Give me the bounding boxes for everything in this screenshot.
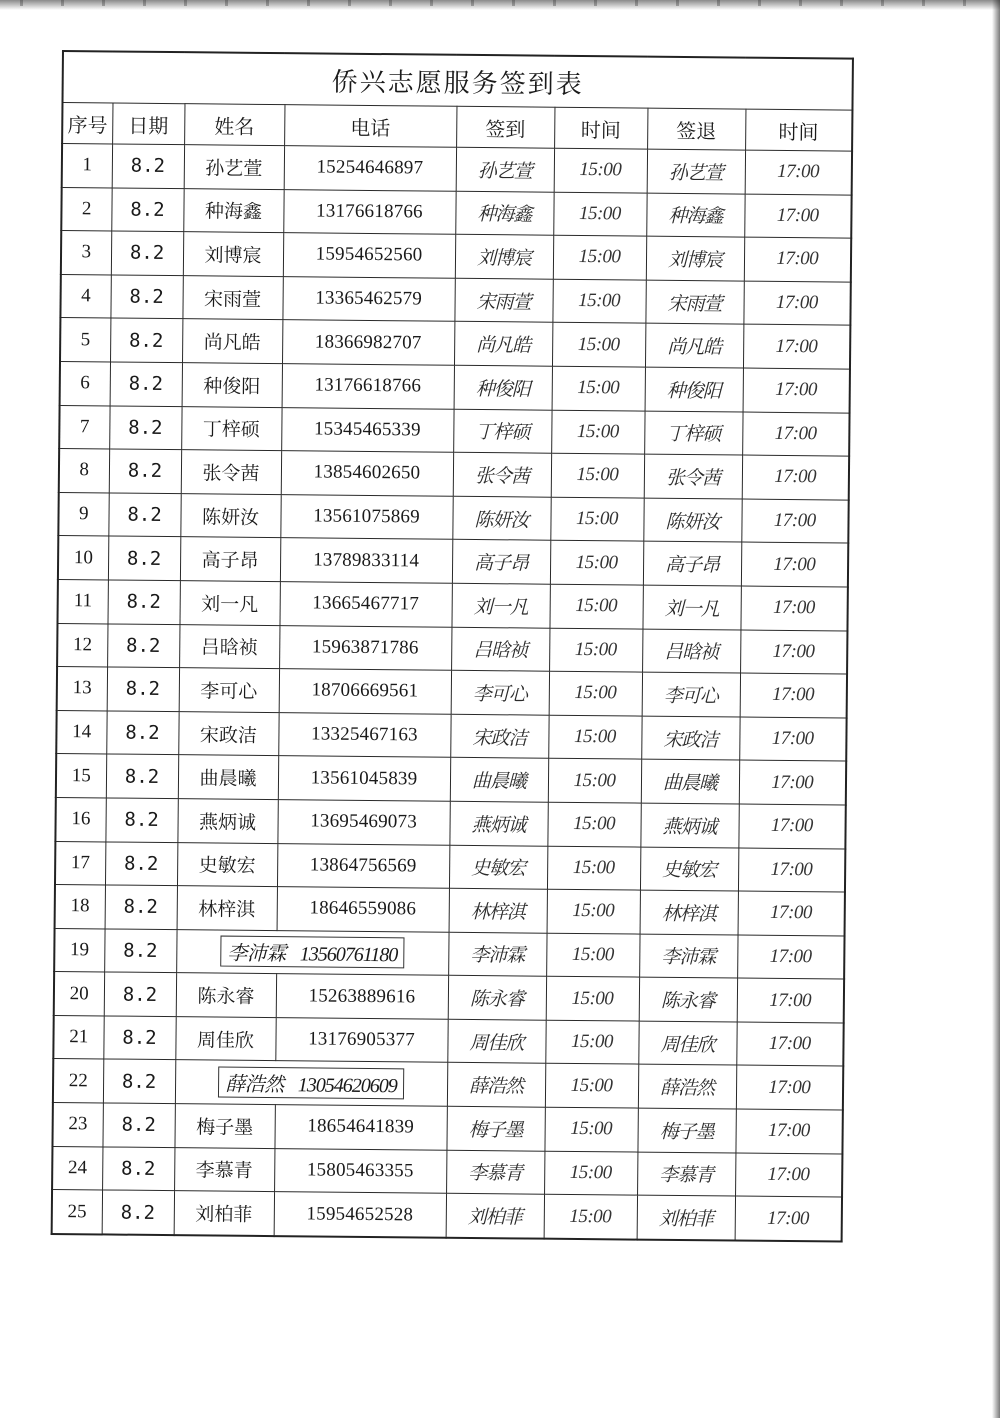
row-sign-in-signature: 种海鑫 (455, 191, 553, 236)
row-time-in: 15:00 (544, 1194, 637, 1239)
table-row (52, 1146, 842, 1197)
row-phone: 18646559086 (277, 887, 449, 932)
row-name: 燕炳诚 (177, 799, 277, 844)
row-phone: 13176618766 (282, 364, 454, 409)
row-sign-out-signature: 林梓淇 (640, 890, 738, 935)
row-phone: 15345465339 (281, 407, 453, 452)
row-name: 史敏宏 (177, 842, 277, 887)
header-time-out: 时间 (745, 109, 852, 151)
row-time-out: 17:00 (741, 499, 848, 544)
row-sign-in-signature: 李沛霖 (448, 932, 546, 977)
row-sign-out-signature: 宋政洁 (641, 716, 739, 761)
row-name: 陈妍汝 (180, 493, 280, 538)
row-number: 16 (55, 797, 105, 841)
table-row (57, 579, 847, 630)
row-number: 13 (57, 667, 107, 711)
row-time-in: 15:00 (548, 715, 641, 759)
table-row (61, 231, 851, 282)
row-date: 8.2 (107, 667, 179, 711)
row-time-out: 17:00 (742, 412, 849, 457)
row-name: 刘博宸 (183, 232, 283, 277)
row-number: 12 (57, 623, 107, 667)
row-number: 10 (58, 536, 108, 580)
row-time-out: 17:00 (736, 1065, 843, 1110)
row-date: 8.2 (111, 231, 183, 275)
row-phone: 13176618766 (283, 189, 455, 234)
row-name: 高子昂 (180, 537, 280, 582)
row-phone: 15954652528 (274, 1192, 446, 1238)
table-row (59, 449, 849, 500)
scan-specks (20, 0, 980, 6)
row-time-in: 15:00 (544, 1151, 637, 1195)
table-body (52, 144, 852, 1242)
row-sign-in-signature: 陈妍汝 (452, 496, 550, 541)
row-date: 8.2 (103, 1059, 175, 1103)
row-name: 梅子墨 (174, 1104, 274, 1149)
row-number: 4 (60, 274, 110, 318)
row-phone: 13560761180 (299, 943, 398, 967)
row-date: 8.2 (105, 885, 177, 929)
header-time-in: 时间 (554, 107, 647, 149)
row-phone: 18706669561 (279, 669, 451, 714)
row-sign-in-signature: 周佳欣 (447, 1019, 545, 1064)
row-sign-out-signature: 丁梓硕 (644, 411, 742, 456)
row-time-out: 17:00 (738, 804, 845, 849)
row-sign-in-signature: 尚凡皓 (454, 322, 552, 367)
row-date: 8.2 (106, 711, 178, 755)
row-time-out: 17:00 (738, 848, 845, 893)
row-time-out: 17:00 (744, 194, 851, 239)
row-phone: 15963871786 (279, 625, 451, 670)
row-time-out: 17:00 (744, 237, 851, 282)
row-sign-out-signature: 吕晗祯 (642, 629, 740, 674)
row-name: 李沛霖 (227, 941, 286, 966)
table-row (52, 1103, 842, 1154)
table-row (60, 361, 850, 412)
row-phone: 15954652560 (283, 233, 455, 278)
row-sign-out-signature: 史敏宏 (640, 847, 738, 892)
row-sign-in-signature: 宋雨萱 (454, 278, 552, 323)
row-time-out: 17:00 (737, 935, 844, 980)
row-date: 8.2 (112, 144, 184, 188)
row-number: 25 (52, 1190, 102, 1235)
row-sign-out-signature: 周佳欣 (638, 1021, 736, 1066)
row-time-in: 15:00 (547, 846, 640, 890)
row-name: 宋政洁 (178, 711, 278, 756)
row-sign-out-signature: 燕炳诚 (640, 803, 738, 848)
row-sign-out-signature: 刘一凡 (642, 585, 740, 630)
row-time-in: 15:00 (549, 584, 642, 628)
sign-in-sheet (51, 50, 854, 1242)
header-date: 日期 (112, 103, 184, 145)
row-time-in: 15:00 (550, 541, 643, 585)
header-name: 姓名 (184, 104, 284, 146)
row-sign-in-signature: 吕晗祯 (451, 627, 549, 672)
header-phone: 电话 (284, 105, 456, 148)
row-number: 6 (60, 361, 110, 405)
row-sign-out-signature: 刘柏菲 (637, 1195, 735, 1240)
row-time-out: 17:00 (737, 978, 844, 1023)
table-row (57, 623, 847, 674)
page-title: 侨兴志愿服务签到表 (62, 51, 852, 110)
handwritten-name-phone (175, 1060, 447, 1106)
row-sign-in-signature: 梅子墨 (446, 1106, 544, 1151)
row-time-in: 15:00 (553, 235, 646, 279)
row-phone: 13789833114 (280, 538, 452, 583)
row-date: 8.2 (104, 929, 176, 973)
row-name: 陈永睿 (176, 973, 276, 1018)
table-row (58, 536, 848, 587)
table-row (55, 841, 845, 892)
row-phone: 18366982707 (282, 320, 454, 365)
row-name: 张令茜 (181, 450, 281, 495)
row-phone: 13854602650 (281, 451, 453, 496)
row-phone: 13561045839 (278, 756, 450, 801)
row-time-out: 17:00 (735, 1153, 842, 1198)
row-date: 8.2 (107, 580, 179, 624)
row-number: 19 (54, 928, 104, 972)
row-sign-out-signature: 种俊阳 (645, 367, 743, 412)
row-date: 8.2 (109, 449, 181, 493)
row-phone: 13665467717 (279, 582, 451, 627)
row-number: 17 (55, 841, 105, 885)
row-date: 8.2 (108, 493, 180, 537)
row-sign-in-signature: 刘一凡 (451, 583, 549, 628)
row-date: 8.2 (106, 754, 178, 798)
row-name: 吕晗祯 (179, 624, 279, 669)
row-sign-in-signature: 李慕青 (446, 1150, 544, 1195)
sign-in-table (51, 50, 854, 1242)
row-number: 14 (56, 710, 106, 754)
row-phone: 13365462579 (282, 276, 454, 321)
row-time-out: 17:00 (743, 368, 850, 413)
row-date: 8.2 (104, 972, 176, 1016)
row-number: 1 (62, 144, 112, 188)
row-sign-in-signature: 宋政洁 (450, 714, 548, 759)
table-row (60, 274, 850, 325)
row-time-out: 17:00 (735, 1109, 842, 1154)
row-time-in: 15:00 (550, 497, 643, 541)
table-row (52, 1190, 842, 1242)
row-name: 宋雨萱 (182, 275, 282, 320)
row-name: 种海鑫 (183, 188, 283, 233)
row-sign-out-signature: 尚凡皓 (645, 323, 743, 368)
row-number: 20 (54, 972, 104, 1016)
table-row (54, 928, 844, 979)
row-sign-in-signature: 丁梓硕 (453, 409, 551, 454)
handwritten-entry-box (218, 1067, 404, 1100)
row-sign-in-signature: 燕炳诚 (449, 801, 547, 846)
row-sign-in-signature: 高子昂 (452, 540, 550, 585)
row-time-in: 15:00 (545, 1020, 638, 1064)
row-sign-in-signature: 张令茜 (453, 452, 551, 497)
row-time-out: 17:00 (740, 673, 847, 718)
row-number: 15 (56, 754, 106, 798)
row-phone: 13695469073 (277, 800, 449, 845)
row-time-out: 17:00 (739, 760, 846, 805)
table-row (55, 797, 845, 848)
row-time-out: 17:00 (736, 1022, 843, 1067)
row-date: 8.2 (105, 798, 177, 842)
row-time-in: 15:00 (548, 759, 641, 803)
row-time-out: 17:00 (738, 891, 845, 936)
row-time-in: 15:00 (551, 453, 644, 497)
row-sign-out-signature: 种海鑫 (646, 193, 744, 238)
row-number: 22 (53, 1059, 103, 1103)
table-row (62, 144, 852, 195)
row-sign-in-signature: 曲晨曦 (450, 758, 548, 803)
row-name: 丁梓硕 (181, 406, 281, 451)
row-phone: 13054620609 (297, 1074, 397, 1098)
row-date: 8.2 (110, 362, 182, 406)
row-sign-out-signature: 陈妍汝 (643, 498, 741, 543)
row-sign-out-signature: 张令茜 (644, 454, 742, 499)
row-name: 曲晨曦 (178, 755, 278, 800)
row-phone: 18654641839 (274, 1105, 446, 1150)
row-time-in: 15:00 (546, 933, 639, 977)
row-time-out: 17:00 (743, 324, 850, 369)
row-date: 8.2 (109, 406, 181, 450)
row-sign-out-signature: 孙艺萱 (647, 149, 745, 194)
row-name: 孙艺萱 (184, 145, 284, 190)
row-sign-in-signature: 刘柏菲 (446, 1193, 544, 1238)
row-sign-in-signature: 李可心 (451, 670, 549, 715)
row-time-out: 17:00 (743, 281, 850, 326)
header-sign-in: 签到 (456, 106, 554, 148)
row-name: 刘柏菲 (174, 1191, 274, 1236)
table-row (61, 187, 851, 238)
row-phone: 15254646897 (284, 146, 456, 191)
row-phone: 13176905377 (275, 1017, 447, 1062)
row-number: 7 (59, 405, 109, 449)
row-date: 8.2 (110, 318, 182, 362)
row-sign-out-signature: 曲晨曦 (641, 759, 739, 804)
row-sign-out-signature: 宋雨萱 (645, 280, 743, 325)
row-time-out: 17:00 (739, 717, 846, 762)
table-row (55, 885, 845, 936)
row-date: 8.2 (111, 188, 183, 232)
row-number: 18 (55, 885, 105, 929)
row-number: 3 (61, 231, 111, 275)
row-time-in: 15:00 (547, 802, 640, 846)
row-time-in: 15:00 (551, 410, 644, 454)
row-sign-in-signature: 孙艺萱 (456, 147, 554, 192)
table-row (57, 667, 847, 718)
row-number: 11 (57, 579, 107, 623)
row-number: 21 (53, 1015, 103, 1059)
row-number: 23 (52, 1103, 102, 1147)
row-sign-out-signature: 李沛霖 (639, 934, 737, 979)
row-sign-out-signature: 高子昂 (643, 541, 741, 586)
row-time-in: 15:00 (554, 148, 647, 192)
row-date: 8.2 (102, 1190, 174, 1235)
row-sign-out-signature: 梅子墨 (637, 1108, 735, 1153)
row-sign-out-signature: 刘博宸 (646, 236, 744, 281)
row-sign-in-signature: 刘博宸 (455, 234, 553, 279)
row-date: 8.2 (103, 1016, 175, 1060)
row-name: 刘一凡 (179, 581, 279, 626)
row-phone: 15263889616 (276, 974, 448, 1019)
row-date: 8.2 (102, 1147, 174, 1191)
row-sign-out-signature: 李慕青 (637, 1152, 735, 1197)
handwritten-name-phone (176, 929, 448, 975)
row-date: 8.2 (102, 1103, 174, 1147)
header-no: 序号 (62, 103, 112, 144)
row-time-in: 15:00 (553, 192, 646, 236)
row-time-in: 15:00 (549, 628, 642, 672)
table-row (53, 1015, 843, 1066)
row-name: 李慕青 (174, 1147, 274, 1192)
row-sign-out-signature: 薛浩然 (638, 1065, 736, 1110)
row-time-in: 15:00 (552, 323, 645, 367)
table-row (54, 972, 844, 1023)
row-time-in: 15:00 (546, 976, 639, 1020)
row-name: 李可心 (179, 668, 279, 713)
row-number: 24 (52, 1146, 102, 1190)
row-phone: 13864756569 (277, 843, 449, 888)
row-number: 8 (59, 449, 109, 493)
row-number: 9 (58, 492, 108, 536)
row-time-out: 17:00 (740, 630, 847, 675)
row-time-in: 15:00 (549, 671, 642, 715)
row-time-in: 15:00 (547, 889, 640, 933)
row-time-out: 17:00 (745, 150, 852, 195)
row-number: 5 (60, 318, 110, 362)
row-date: 8.2 (107, 623, 179, 667)
row-sign-in-signature: 陈永睿 (448, 976, 546, 1021)
table-row (56, 710, 846, 761)
row-name: 林梓淇 (177, 886, 277, 931)
row-sign-in-signature: 史敏宏 (449, 845, 547, 890)
row-time-out: 17:00 (740, 586, 847, 631)
row-time-in: 15:00 (552, 366, 645, 410)
row-name: 种俊阳 (182, 363, 282, 408)
row-phone: 13325467163 (278, 712, 450, 757)
table-row (58, 492, 848, 543)
row-name: 周佳欣 (175, 1017, 275, 1062)
table-row (56, 754, 846, 805)
handwritten-entry-box (220, 936, 404, 969)
row-phone: 15805463355 (274, 1148, 446, 1193)
row-time-in: 15:00 (544, 1107, 637, 1151)
row-sign-in-signature: 种俊阳 (454, 365, 552, 410)
row-phone: 13561075869 (280, 494, 452, 539)
row-date: 8.2 (110, 275, 182, 319)
header-sign-out: 签退 (647, 108, 745, 150)
table-row (60, 318, 850, 369)
row-sign-out-signature: 陈永睿 (639, 977, 737, 1022)
row-time-in: 15:00 (552, 279, 645, 323)
row-sign-in-signature: 薛浩然 (447, 1063, 545, 1108)
row-name: 薛浩然 (225, 1071, 284, 1097)
row-time-in: 15:00 (545, 1064, 638, 1108)
row-date: 8.2 (105, 841, 177, 885)
table-row (53, 1059, 843, 1110)
row-time-out: 17:00 (742, 455, 849, 500)
row-time-out: 17:00 (735, 1196, 842, 1241)
row-date: 8.2 (108, 536, 180, 580)
row-name: 尚凡皓 (182, 319, 282, 364)
row-sign-out-signature: 李可心 (642, 672, 740, 717)
scan-shadow-right (992, 0, 1000, 1418)
row-time-out: 17:00 (741, 542, 848, 587)
row-number: 2 (61, 187, 111, 231)
row-sign-in-signature: 林梓淇 (449, 888, 547, 933)
table-row (59, 405, 849, 456)
